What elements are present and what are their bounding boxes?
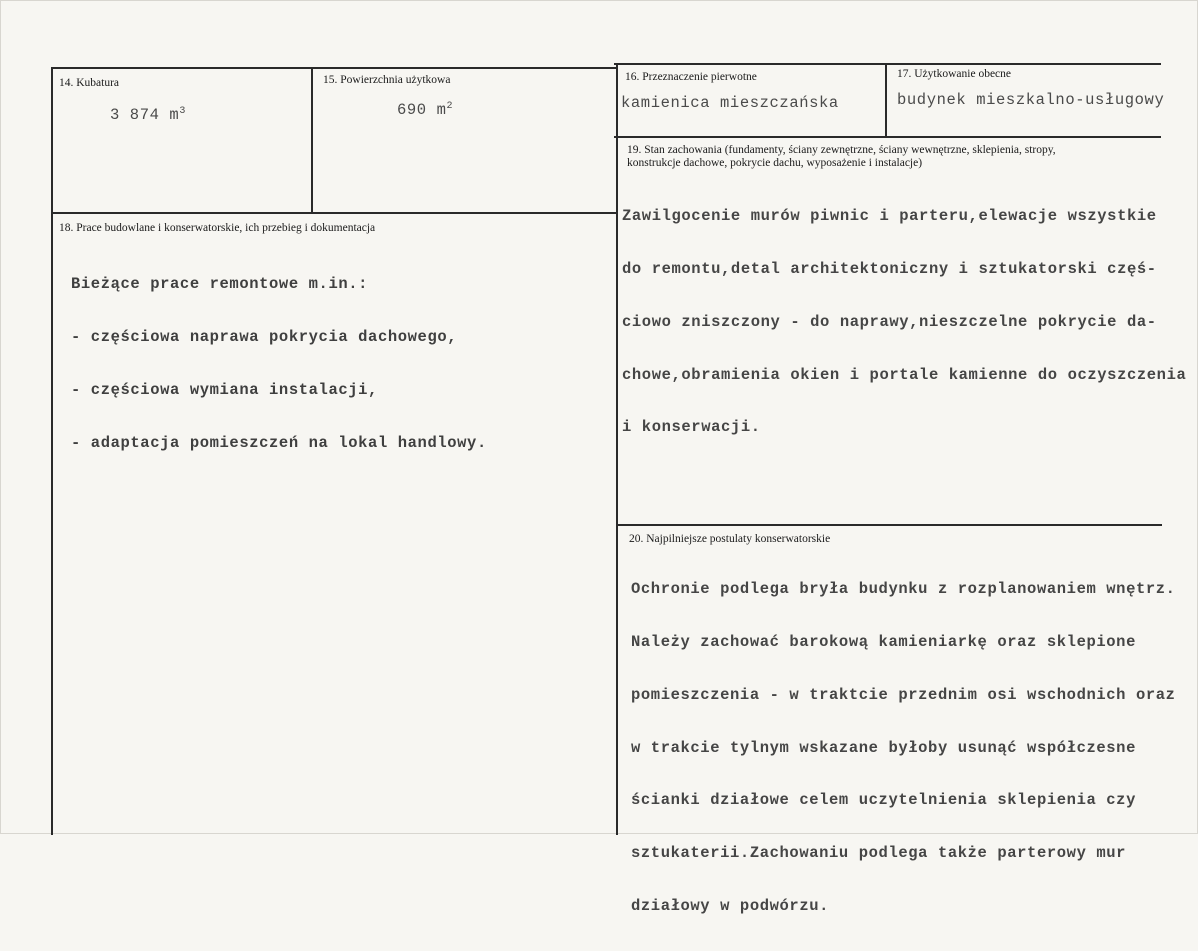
stan-line: chowe,obramienia okien i portale kamienne do oczyszczenia	[622, 365, 1187, 384]
postulaty-label: 20. Najpilniejsze postulaty konserwatorskie	[629, 533, 831, 545]
postulaty-line: Ochronie podlega bryła budynku z rozplanowaniem wnętrz.	[631, 580, 1176, 599]
postulaty-line: w trakcie tylnym wskazane byłoby usunąć współczesne	[631, 738, 1136, 757]
postulaty-line: Należy zachować barokową kamieniarkę oraz sklepione	[631, 632, 1136, 651]
postulaty-line: sztukaterii.Zachowaniu podlega także parterowy mur	[631, 844, 1127, 863]
stan-line: do remontu,detal architektoniczny i sztukatorski częś-	[622, 259, 1157, 278]
przeznaczenie-label: 16. Przeznaczenie pierwotne	[625, 71, 757, 83]
stan-line: ciowo zniszczony - do naprawy,nieszczelne pokrycie da-	[622, 312, 1157, 331]
stan-text	[622, 173, 1186, 472]
divider-main	[616, 63, 618, 835]
prace-text	[71, 241, 487, 487]
top-rule-right	[614, 63, 1161, 65]
stan-line: Zawilgocenie murów piwnic i parteru,elewacje wszystkie	[622, 207, 1157, 226]
stan-label: 19. Stan zachowania (fundamenty, ściany zewnętrzne, ściany wewnętrzne, sklepienia, stropy, konstrukcje dachowe, pokrycie dachu, wyposażenie i instalacje)	[627, 144, 1056, 169]
prace-label: 18. Prace budowlane i konserwatorskie, ich przebieg i dokumentacja	[59, 222, 376, 234]
kubatura-value: 3 874 $m^3$	[110, 105, 186, 124]
postulaty-text	[631, 546, 1176, 951]
powierzchnia-label: 15. Powierzchnia użytkowa	[323, 74, 451, 86]
stan-line: i konserwacji.	[622, 418, 761, 437]
postulaty-line: pomieszczenia - w traktcie przednim osi wschodnich oraz	[631, 685, 1176, 704]
top-rule	[51, 67, 616, 69]
prace-line: Bieżące prace remontowe m.in.:	[71, 275, 369, 294]
kubatura-label: 14. Kubatura	[59, 77, 120, 89]
prace-line: - częściowa wymiana instalacji,	[71, 380, 378, 399]
divider-16-17	[885, 63, 887, 137]
prace-line: - adaptacja pomieszczeń na lokal handlowy.	[71, 433, 487, 452]
left-border	[51, 67, 53, 835]
rule-under-16-17	[614, 136, 1161, 138]
postulaty-line: działowy w podwórzu.	[631, 896, 830, 915]
postulaty-line: ścianki działowe celem uczytelnienia sklepienia czy	[631, 791, 1136, 810]
uzytkowanie-value: budynek mieszkalno-usługowy	[897, 91, 1165, 109]
prace-line: - częściowa naprawa pokrycia dachowego,	[71, 327, 458, 346]
uzytkowanie-label: 17. Użytkowanie obecne	[897, 68, 1012, 80]
rule-above-18	[51, 212, 618, 214]
divider-14-15	[311, 67, 313, 213]
przeznaczenie-value: kamienica mieszczańska	[621, 94, 839, 112]
rule-above-20	[616, 524, 1162, 526]
powierzchnia-value: 690 $m^2$	[397, 100, 454, 119]
